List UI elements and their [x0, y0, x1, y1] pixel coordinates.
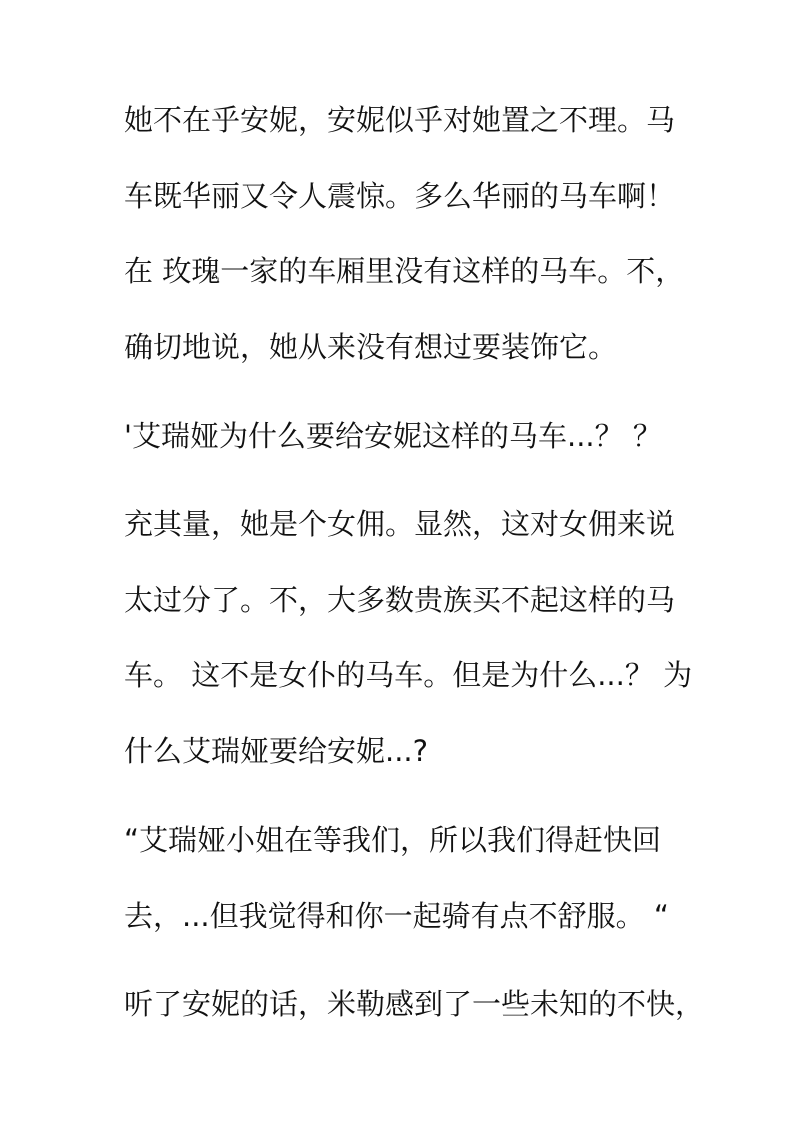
text-line: 车既华丽又令人震惊。多么华丽的马车啊！ [124, 179, 676, 213]
text-line: 在 玫瑰一家的车厢里没有这样的马车。不， [124, 254, 685, 288]
text-line: 车。 这不是女仆的马车。但是为什么...？ 为 [124, 658, 693, 692]
text-line: 去，...但我觉得和你一起骑有点不舒服。 “ [124, 899, 669, 933]
text-line: 什么艾瑞娅要给安妮...? [124, 734, 429, 768]
text-line: 她不在乎安妮，安妮似乎对她置之不理。马 [124, 103, 676, 137]
text-line: 确切地说，她从来没有想过要装饰它。 [124, 330, 618, 364]
text-line: “艾瑞娅小姐在等我们，所以我们得赶快回 [124, 823, 662, 857]
text-line: 听了安妮的话，米勒感到了一些未知的不快， [124, 987, 705, 1021]
text-line: 充其量，她是个女佣。显然，这对女佣来说 [124, 507, 676, 541]
text-line: 太过分了。不，大多数贵族买不起这样的马 [124, 583, 676, 617]
text-line: '艾瑞娅为什么要给安妮这样的马车...？ ？ [124, 419, 662, 453]
